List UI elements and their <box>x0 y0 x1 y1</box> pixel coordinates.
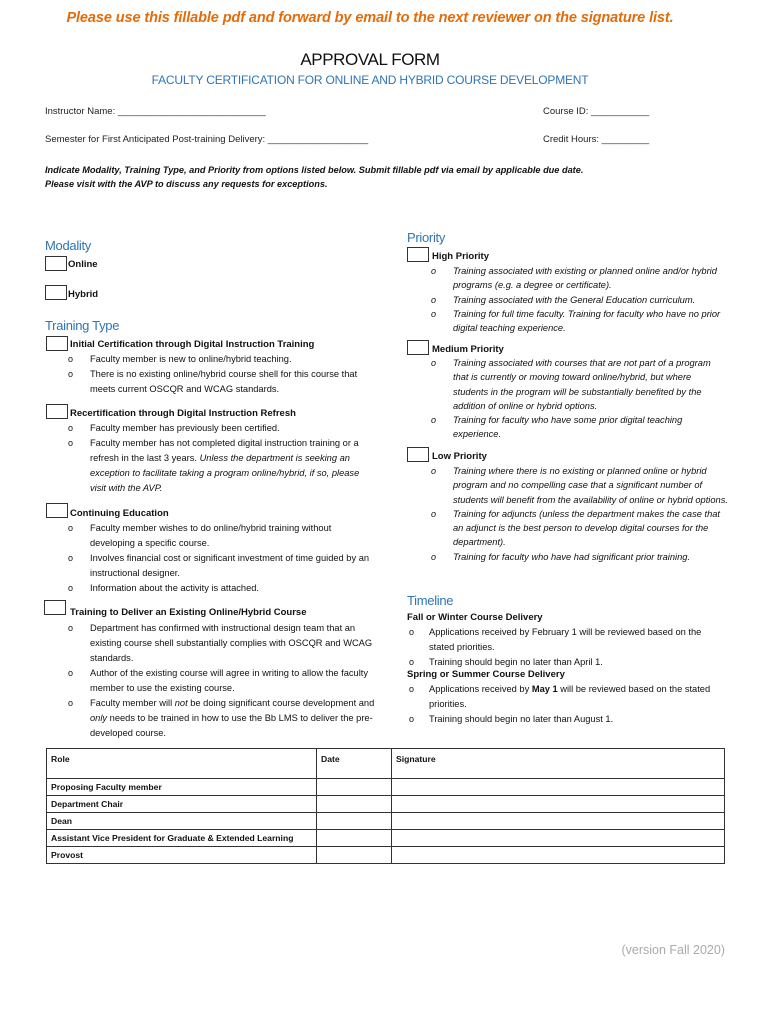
emphasis-not: not <box>174 698 188 708</box>
list-item <box>45 696 375 741</box>
list-item: o Training for full time faculty. Training for faculty who have no prior digital teaching experience. <box>408 307 728 336</box>
medium-priority-label: Medium Priority <box>432 344 504 355</box>
high-priority-checkbox[interactable] <box>407 247 429 262</box>
role-header: Role <box>47 749 317 779</box>
form-subtitle: FACULTY CERTIFICATION FOR ONLINE AND HYBRID COURSE DEVELOPMENT <box>151 73 589 87</box>
list-item: o There is no existing online/hybrid course shell for this course that meets current OSCQR and WCAG standards. <box>45 367 375 397</box>
date-cell[interactable] <box>317 796 392 813</box>
role-cell: Provost <box>47 847 317 864</box>
table-row <box>47 847 725 864</box>
signature-cell[interactable] <box>392 796 725 813</box>
low-priority-bullets <box>408 464 728 564</box>
form-title: APPROVAL FORM <box>300 50 440 69</box>
low-priority-checkbox[interactable] <box>407 447 429 462</box>
list-item: o Involves financial cost or significant investment of time guided by an instructional designer. <box>45 551 375 581</box>
date-cell[interactable] <box>317 779 392 796</box>
recertification-checkbox[interactable] <box>46 404 68 419</box>
course-id-field[interactable]: Course ID: ___________ <box>543 106 650 117</box>
recert-exception-note: Unless the department is seeking an exception to facilitate taking a program online/hybrid, if so, please visit with the AVP. <box>90 453 360 493</box>
list-item: o Training associated with courses that are not part of a program that is currently or moving toward online/hybrid, but where students in the program will be substantially benefited by the addition of online or hybrid options. <box>408 356 728 413</box>
table-row <box>47 830 725 847</box>
existing-course-label: Training to Deliver an Existing Online/Hybrid Course <box>70 607 307 618</box>
continuing-education-label: Continuing Education <box>70 508 169 519</box>
instructor-name-field[interactable]: Instructor Name: ____________________________ <box>45 106 266 117</box>
table-row <box>47 813 725 830</box>
existing-course-bullets <box>45 621 375 741</box>
medium-priority-bullets <box>408 356 728 442</box>
fall-delivery-bullets <box>407 625 727 670</box>
modality-online-checkbox[interactable] <box>45 256 67 271</box>
list-item: o Applications received by February 1 will be reviewed based on the stated priorities. <box>407 625 727 655</box>
modality-heading: Modality <box>45 238 92 253</box>
list-item: o Faculty member wishes to do online/hybrid training without developing a specific course. <box>45 521 375 551</box>
signature-header: Signature <box>392 749 725 779</box>
list-item: o Training for adjuncts (unless the department makes the case that an adjunct is the best person to develop digital courses for the department). <box>408 507 728 550</box>
list-item: o Faculty member has previously been certified. <box>45 421 375 436</box>
list-item: o Faculty member is new to online/hybrid teaching. <box>45 352 375 367</box>
date-header: Date <box>317 749 392 779</box>
signature-cell[interactable] <box>392 779 725 796</box>
existing-course-checkbox[interactable] <box>44 600 66 615</box>
recertification-label: Recertification through Digital Instruction Refresh <box>70 408 296 419</box>
email-notice: Please use this fillable pdf and forward by email to the next reviewer on the signature list. <box>66 10 674 26</box>
instructions-line-2: Please visit with the AVP to discuss any requests for exceptions. <box>45 179 328 189</box>
list-item: o Training should begin no later than April 1. <box>407 655 727 670</box>
bullet-text: needs to be trained in how to use the Bb LMS to deliver the pre-developed course. <box>90 713 373 738</box>
table-row <box>47 779 725 796</box>
emphasis-only: only <box>90 713 108 723</box>
continuing-education-bullets <box>45 521 375 596</box>
list-item: o Training associated with existing or planned online and/or hybrid programs (e.g. a degree or certificate). <box>408 264 728 293</box>
modality-online-label: Online <box>68 259 98 270</box>
signature-cell[interactable] <box>392 813 725 830</box>
low-priority-label: Low Priority <box>432 451 487 462</box>
medium-priority-checkbox[interactable] <box>407 340 429 355</box>
high-priority-label: High Priority <box>432 251 490 262</box>
list-item: o Training for faculty who have some prior digital teaching experience. <box>408 413 728 442</box>
spring-delivery-heading: Spring or Summer Course Delivery <box>407 669 565 680</box>
due-date: May 1 <box>531 684 558 694</box>
modality-hybrid-label: Hybrid <box>68 289 99 300</box>
list-item: o Author of the existing course will agree in writing to allow the faculty member to use the existing course. <box>45 666 375 696</box>
bullet-text: be doing significant course development and <box>187 698 375 708</box>
bullet-text: will be reviewed based on the stated priorities. <box>429 684 711 709</box>
recertification-bullets <box>45 421 375 496</box>
role-cell: Proposing Faculty member <box>47 779 317 796</box>
list-item: o Training for faculty who have had significant prior training. <box>408 550 728 564</box>
high-priority-bullets <box>408 264 728 335</box>
role-cell: Assistant Vice President for Graduate & Extended Learning <box>47 830 317 847</box>
list-item: o Department has confirmed with instructional design team that an existing course shell substantially complies with OSCQR and WCAG standards. <box>45 621 375 666</box>
role-cell: Department Chair <box>47 796 317 813</box>
instructions <box>45 163 725 191</box>
training-type-heading: Training Type <box>45 318 120 333</box>
modality-hybrid-checkbox[interactable] <box>45 285 67 300</box>
list-item <box>45 436 375 496</box>
date-cell[interactable] <box>317 847 392 864</box>
list-item <box>407 682 727 712</box>
fall-delivery-heading: Fall or Winter Course Delivery <box>407 612 543 623</box>
bullet-text: Faculty member will <box>90 698 175 708</box>
role-cell: Dean <box>47 813 317 830</box>
spring-delivery-bullets <box>407 682 727 727</box>
continuing-education-checkbox[interactable] <box>46 503 68 518</box>
version-label: (version Fall 2020) <box>621 943 725 957</box>
date-cell[interactable] <box>317 813 392 830</box>
date-cell[interactable] <box>317 830 392 847</box>
initial-certification-bullets <box>45 352 375 397</box>
priority-heading: Priority <box>407 230 446 245</box>
timeline-heading: Timeline <box>407 593 454 608</box>
signature-cell[interactable] <box>392 847 725 864</box>
signature-table <box>46 748 725 864</box>
initial-certification-checkbox[interactable] <box>46 336 68 351</box>
list-item: o Training should begin no later than August 1. <box>407 712 727 727</box>
bullet-text: Applications received by <box>429 684 532 694</box>
recert-bullet-text: Faculty member has not completed digital instruction training or a refresh in the last 3 years. <box>90 438 359 463</box>
credit-hours-field[interactable]: Credit Hours: _________ <box>543 134 650 145</box>
list-item: o Training associated with the General Education curriculum. <box>408 293 728 307</box>
list-item: o Information about the activity is attached. <box>45 581 375 596</box>
semester-field[interactable]: Semester for First Anticipated Post-training Delivery: ___________________ <box>45 134 369 145</box>
list-item: o Training where there is no existing or planned online or hybrid program and no compelling case that a significant number of students will benefit from the availability of online or hybrid options. <box>408 464 728 507</box>
initial-certification-label: Initial Certification through Digital Instruction Training <box>70 339 315 350</box>
instructions-line-1: Indicate Modality, Training Type, and Priority from options listed below. Submit fillable pdf via email by applicable due date. <box>45 165 584 175</box>
table-header-row <box>47 749 725 779</box>
table-row <box>47 796 725 813</box>
signature-cell[interactable] <box>392 830 725 847</box>
